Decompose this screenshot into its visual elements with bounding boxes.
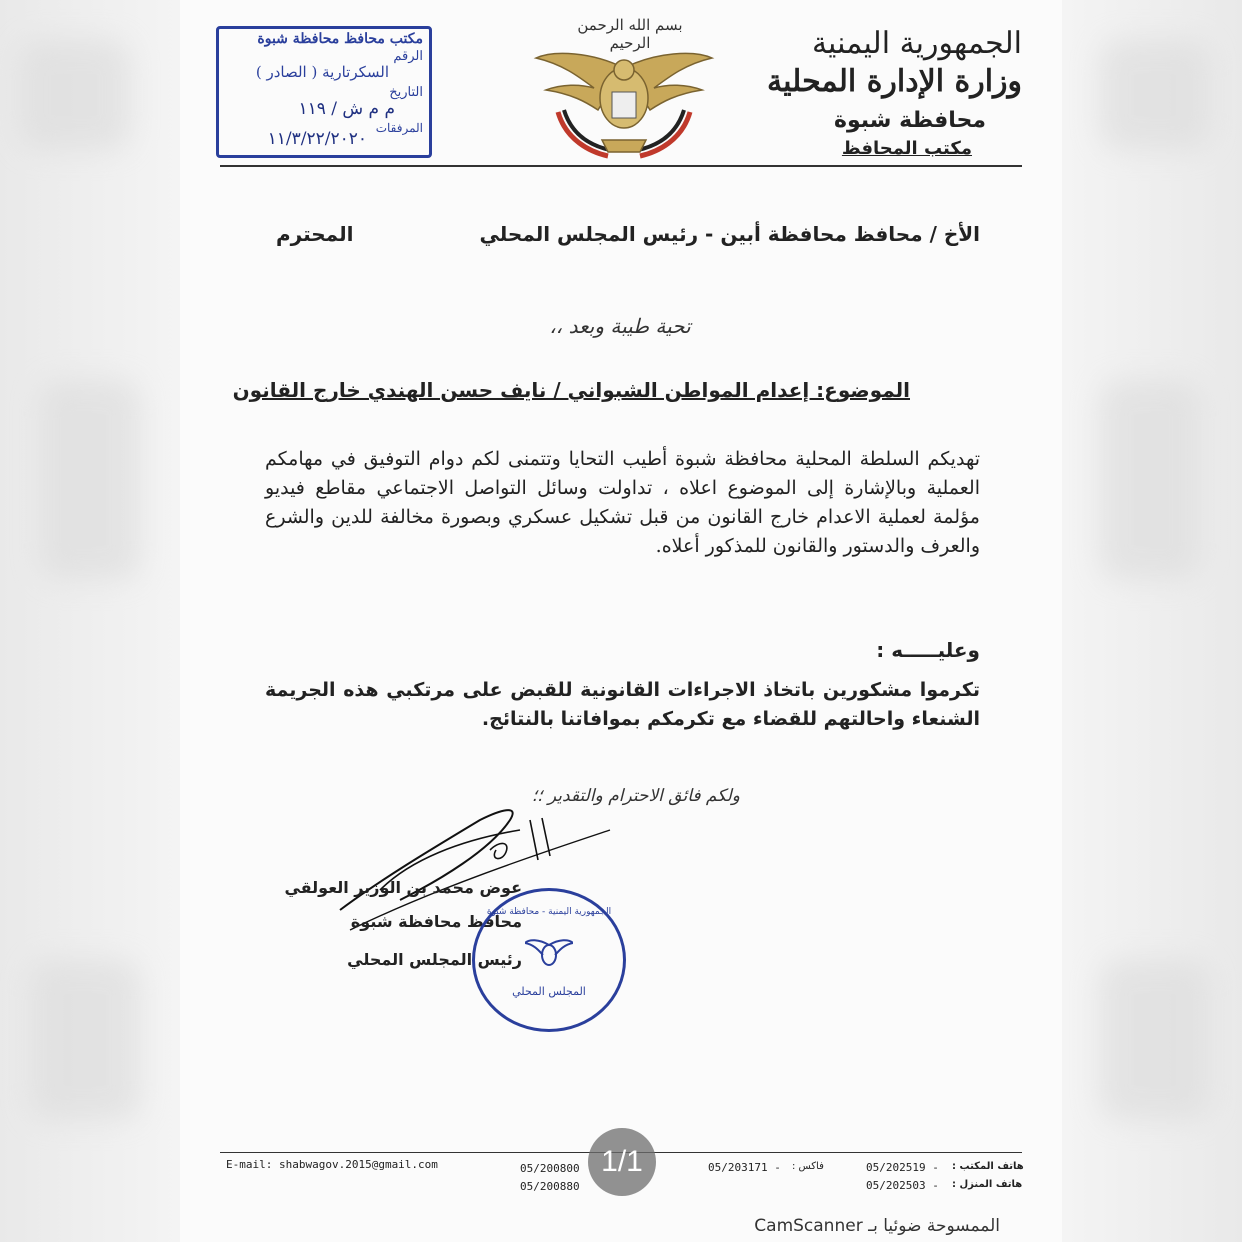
background-smudge bbox=[40, 380, 140, 580]
stamp-date-value: ١١/٣/٢٢/٢٠٢٠ bbox=[267, 129, 367, 149]
honorific: المحترم bbox=[276, 222, 354, 246]
seal-outer-text: الجمهورية اليمنية - محافظة شبوة bbox=[486, 907, 612, 917]
governorate-name: محافظة شبوة bbox=[834, 108, 986, 133]
footer-phone2: 05/200880 bbox=[520, 1180, 580, 1193]
background-smudge bbox=[1100, 40, 1210, 150]
seal-eagle-icon bbox=[525, 937, 573, 967]
office-name: مكتب المحافظ bbox=[841, 138, 972, 159]
registration-stamp bbox=[216, 26, 432, 158]
letter-body: تهديكم السلطة المحلية محافظة شبوة أطيب التحايا وتتمنى لكم دوام التوفيق في مهامكم العملية وبالإشارة إلى الموضوع اعلاه ، تداولت وسائل التواصل الاجتماعي مقاطع فيديو مؤلمة لعملية الاعدام خارج القانون من قبل تشكيل عسكري وبصورة مخالفة للدين والشرع والعرف والدستور والقانون للمذكور أعلاه. bbox=[265, 448, 980, 557]
background-smudge bbox=[1100, 960, 1210, 1120]
stamp-office: مكتب محافظ محافظة شبوة bbox=[257, 31, 423, 47]
signatory-name: عوض محمد بن الوزير العولقي bbox=[284, 878, 522, 897]
stamp-number-label: الرقم bbox=[393, 49, 423, 64]
background-smudge bbox=[30, 960, 140, 1120]
stamp-number-value: م م ش / ١١٩ bbox=[298, 99, 395, 119]
seal-inner-text: المجلس المحلي bbox=[512, 985, 586, 998]
yemen-eagle-emblem-icon bbox=[532, 40, 716, 164]
footer-fax: 05/203171 - bbox=[708, 1161, 781, 1174]
header-divider bbox=[220, 165, 1022, 167]
footer-office-phone-label: هاتف المكتب : bbox=[952, 1161, 1024, 1172]
footer-home-phone-label: هاتف المنزل : bbox=[952, 1179, 1023, 1190]
basmala: بسم الله الرحمن الرحيم bbox=[577, 16, 683, 52]
footer-fax-label: فاكس : bbox=[792, 1161, 824, 1172]
official-seal bbox=[472, 888, 626, 1032]
footer-email: E-mail: shabwagov.2015@gmail.com bbox=[226, 1158, 438, 1171]
ministry-name: وزارة الإدارة المحلية bbox=[767, 64, 1022, 99]
camscanner-watermark: الممسوحة ضوئيا بـ CamScanner bbox=[754, 1216, 1000, 1236]
footer-home-phone: 05/202503 - bbox=[866, 1179, 939, 1192]
background-smudge bbox=[20, 40, 130, 150]
footer-phone1: 05/200800 bbox=[520, 1162, 580, 1175]
background-smudge bbox=[1100, 380, 1200, 580]
subject: الموضوع: إعدام المواطن الشبواني / نايف حسن الهندي خارج القانون bbox=[232, 378, 910, 402]
signatory-title: محافظ محافظة شبوة bbox=[350, 912, 522, 931]
stamp-attachments-label: المرفقات bbox=[375, 121, 423, 135]
stamp-date-label: التاريخ bbox=[389, 85, 423, 100]
stamp-secretariat: السكرتارية ( الصادر ) bbox=[255, 63, 389, 81]
closing-line: ولكم فائق الاحترام والتقدير ؛؛ bbox=[531, 786, 740, 806]
addressee: الأخ / محافظ محافظة أبين - رئيس المجلس المحلي bbox=[479, 222, 980, 246]
page-indicator: 1/1 bbox=[588, 1128, 656, 1196]
signatory-role: رئيس المجلس المحلي bbox=[347, 950, 522, 969]
letter-page bbox=[180, 0, 1062, 1242]
republic-name: الجمهورية اليمنية bbox=[811, 26, 1022, 61]
footer-office-phone: 05/202519 - bbox=[866, 1161, 939, 1174]
request-text: تكرموا مشكورين باتخاذ الاجراءات القانونية للقبض على مرتكبي هذه الجريمة الشنعاء واحالتهم للقضاء مع تكرمكم بموافاتنا بالنتائج. bbox=[265, 679, 980, 730]
greeting: تحية طيبة وبعد ،، bbox=[549, 314, 691, 338]
therefore-heading: وعليـــــه : bbox=[876, 638, 980, 662]
